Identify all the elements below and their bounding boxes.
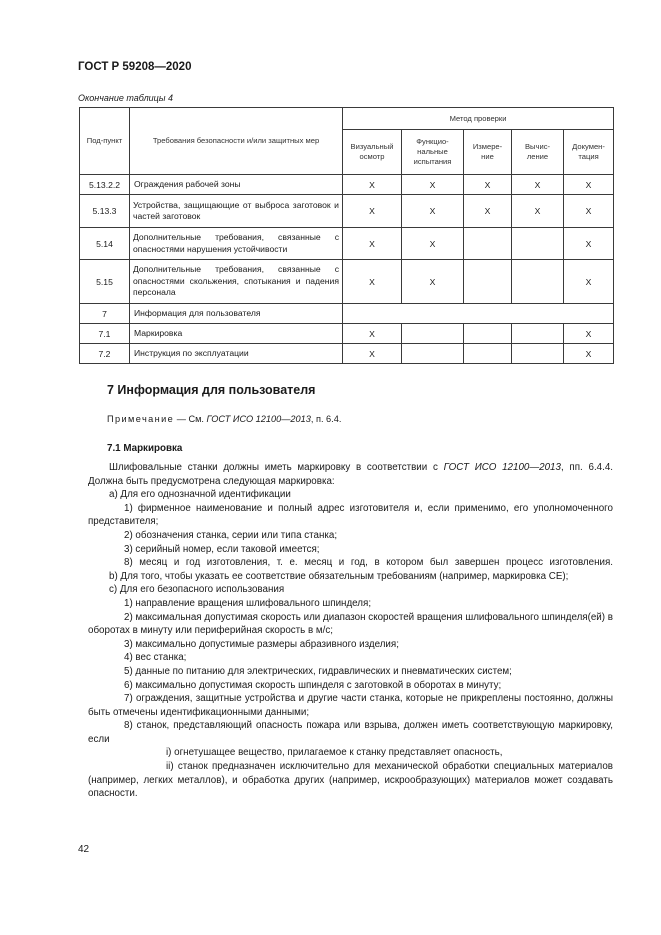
col-header-documentation: Докумен-тация: [564, 130, 614, 175]
mark-calculation: [512, 228, 564, 260]
mark-visual: X: [343, 324, 402, 344]
table-row: [80, 324, 614, 344]
table-row: [80, 344, 614, 364]
table-row: [80, 195, 614, 228]
table-row: [80, 304, 614, 324]
list-item: 3) максимально допустимые размеры абразивного изделия;: [124, 638, 399, 650]
list-item: 5) данные по питанию для электрических, гидравлических и пневматических систем;: [124, 665, 512, 677]
sub-list-item: ii) станок предназначен исключительно для механической обработки специальных материалов (например, легких металлов), и обработка других (например, искрообразующих) материалов может создавать опасности.: [88, 761, 613, 800]
mark-measurement: [464, 344, 512, 364]
section-title: 7 Информация для пользователя: [107, 383, 316, 397]
body-text: [88, 461, 613, 801]
row-subclause: 5.13.3: [80, 195, 130, 228]
table-row: [80, 228, 614, 260]
table-row: [80, 260, 614, 304]
col-header-method: Метод проверки: [343, 108, 614, 130]
row-subclause: 7: [80, 304, 130, 324]
list-item-c: c) Для его безопасного использования: [109, 584, 285, 596]
list-item: 4) вес станка;: [124, 652, 187, 664]
mark-functional: [402, 324, 464, 344]
page-number: 42: [78, 844, 90, 855]
row-requirement: Маркировка: [130, 324, 343, 344]
list-item: 8) месяц и год изготовления, т. е. месяц и год, в котором был завершен процесс изготовления.: [124, 557, 613, 569]
intro-post: , пп. 6.4.4. Должна быть предусмотрена следующая маркировка:: [88, 462, 614, 487]
mark-visual: X: [343, 260, 402, 304]
subsection-title: 7.1 Маркировка: [107, 443, 183, 454]
col-header-calculation: Вычис-ление: [512, 130, 564, 175]
row-requirement: Дополнительные требования, связанные с опасностями нарушения устойчивости: [130, 228, 343, 260]
note: [107, 414, 341, 424]
list-item: 2) обозначения станка, серии или типа станка;: [124, 529, 338, 541]
intro-ref: ГОСТ ИСО 12100—2013: [443, 462, 561, 473]
merged-method-cell: [343, 304, 614, 324]
list-item-a: a) Для его однозначной идентификации: [109, 489, 291, 501]
list-item: 6) максимально допустимая скорость шпинделя с заготовкой в оборотах в минуту;: [124, 679, 502, 691]
list-item: 8) станок, представляющий опасность пожара или взрыва, должен иметь соответствующую маркировку, если: [88, 720, 613, 745]
list-item: 7) ограждения, защитные устройства и другие части станка, которые не прикреплены постоянно, должны быть отмечены идентификационными данными;: [88, 693, 613, 718]
row-subclause: 7.2: [80, 344, 130, 364]
list-item: 1) фирменное наименование и полный адрес изготовителя и, если применимо, его уполномоченного представителя;: [88, 502, 613, 528]
row-requirement: Информация для пользователя: [130, 304, 343, 324]
mark-documentation: X: [564, 324, 614, 344]
mark-visual: X: [343, 195, 402, 228]
col-header-requirements: Требования безопасности и/или защитных мер: [130, 108, 343, 175]
col-header-subclause: Под-пункт: [80, 108, 130, 175]
row-requirement: Устройства, защищающие от выброса заготовок и частей заготовок: [130, 195, 343, 228]
note-label: Примечание: [107, 414, 175, 424]
mark-calculation: [512, 324, 564, 344]
row-subclause: 7.1: [80, 324, 130, 344]
mark-documentation: X: [564, 260, 614, 304]
mark-documentation: X: [564, 175, 614, 195]
note-ref: ГОСТ ИСО 12100—2013: [206, 414, 311, 424]
mark-measurement: [464, 228, 512, 260]
mark-calculation: [512, 260, 564, 304]
list-item: 2) максимальная допустимая скорость или диапазон скоростей вращения шлифовального шпинделя(ей) в оборотах в минуту или периферийная скорость в м/с;: [88, 611, 613, 637]
table-caption: Окончание таблицы 4: [78, 93, 173, 103]
mark-documentation: X: [564, 228, 614, 260]
mark-measurement: X: [464, 195, 512, 228]
mark-calculation: X: [512, 195, 564, 228]
mark-functional: [402, 344, 464, 364]
list-item: 1) направление вращения шлифовального шпинделя;: [124, 597, 372, 609]
requirements-table: [79, 107, 614, 364]
list-item-b: b) Для того, чтобы указать ее соответствие обязательным требованиям (например, маркировка CE);: [109, 570, 569, 582]
note-end: , п. 6.4.: [310, 414, 342, 424]
mark-visual: X: [343, 175, 402, 195]
sub-list-item: i) огнетушащее вещество, прилагаемое к станку представляет опасность,: [166, 747, 503, 759]
col-header-visual: Визуальный осмотр: [343, 130, 402, 175]
row-requirement: Ограждения рабочей зоны: [130, 175, 343, 195]
col-header-measurement: Измере-ние: [464, 130, 512, 175]
mark-functional: X: [402, 228, 464, 260]
mark-functional: X: [402, 175, 464, 195]
document-header: ГОСТ Р 59208—2020: [78, 61, 192, 73]
col-header-functional: Функцио-нальные испытания: [402, 130, 464, 175]
list-item: 3) серийный номер, если таковой имеется;: [124, 543, 320, 555]
table-row: [80, 175, 614, 195]
intro-paragraph: [88, 461, 613, 488]
mark-visual: X: [343, 228, 402, 260]
mark-measurement: [464, 260, 512, 304]
mark-documentation: X: [564, 195, 614, 228]
row-requirement: Инструкция по эксплуатации: [130, 344, 343, 364]
mark-functional: X: [402, 260, 464, 304]
row-subclause: 5.14: [80, 228, 130, 260]
mark-calculation: X: [512, 175, 564, 195]
mark-functional: X: [402, 195, 464, 228]
mark-measurement: [464, 324, 512, 344]
mark-documentation: X: [564, 344, 614, 364]
row-requirement: Дополнительные требования, связанные с опасностями скольжения, спотыкания и падения персонала: [130, 260, 343, 304]
mark-measurement: X: [464, 175, 512, 195]
row-subclause: 5.15: [80, 260, 130, 304]
mark-calculation: [512, 344, 564, 364]
note-dash: — См.: [174, 414, 207, 424]
row-subclause: 5.13.2.2: [80, 175, 130, 195]
intro-pre: Шлифовальные станки должны иметь маркировку в соответствии с: [109, 462, 444, 473]
mark-visual: X: [343, 344, 402, 364]
